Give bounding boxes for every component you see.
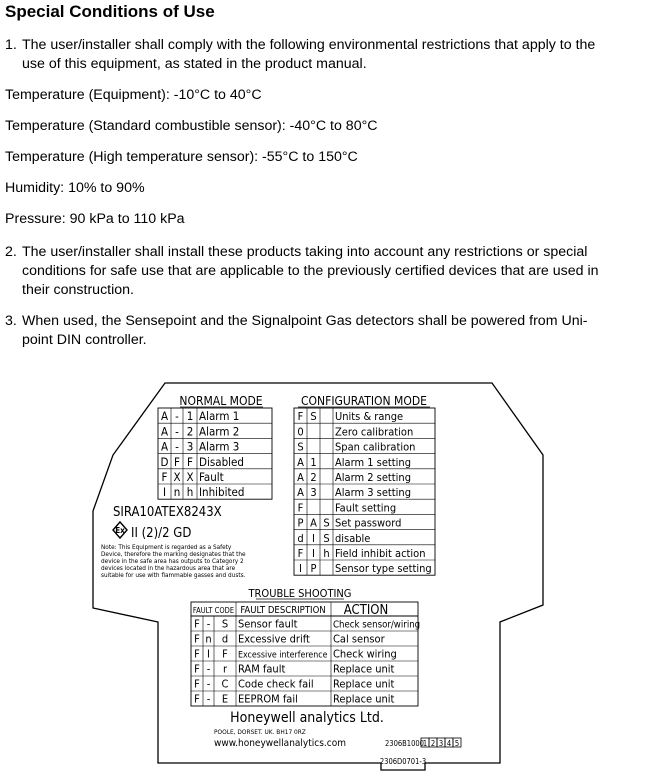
revision-box: 5 [454, 739, 460, 748]
config-mode-code-cell: P [297, 516, 304, 530]
trouble-code-cell: F [194, 662, 200, 676]
normal-mode-description-cell: Inhibited [199, 485, 245, 500]
config-mode-description-cell: Alarm 3 setting [335, 486, 411, 500]
item-text-line: The user/installer shall comply with the following environmental restrictions that apply to the [22, 37, 596, 53]
normal-mode-code-cell: n [173, 485, 181, 500]
note-line: device in the safe area has outputs to Category 2 [101, 557, 244, 565]
trouble-code-cell: F [194, 692, 200, 706]
item-text-line: use of this equipment, as stated in the product manual. [22, 56, 367, 72]
normal-mode-code-cell: I [162, 485, 167, 500]
trouble-code-cell: F [222, 647, 228, 661]
trouble-code-cell: - [206, 677, 211, 691]
trouble-action-cell: Cal sensor [333, 632, 385, 646]
item-text-line: The user/installer shall install these products taking into account any restrictions or special [22, 244, 588, 260]
config-mode-code-cell: 0 [297, 425, 304, 439]
trouble-code-cell: - [206, 692, 211, 706]
trouble-code-cell: E [221, 692, 229, 706]
certificate-number: SIRA10ATEX8243X [113, 505, 222, 520]
normal-mode-description-cell: Alarm 1 [199, 409, 240, 424]
equipment-group: II (2)/2 GD [131, 526, 192, 541]
item-text-line: conditions for safe use that are applicable to the previously certified devices that are used in [22, 263, 599, 279]
config-mode-code-cell: I [299, 562, 302, 576]
config-mode-code-cell: F [297, 501, 304, 515]
normal-mode-table [158, 408, 272, 499]
normal-mode-description-cell: Fault [199, 470, 224, 484]
trouble-action-cell: Check wiring [333, 647, 397, 661]
config-mode-code-cell: I [312, 531, 315, 545]
config-mode-code-cell: h [323, 547, 330, 560]
condition-temperature-equipment: Temperature (Equipment): -10°C to 40°C [5, 87, 262, 103]
normal-mode-code-cell: - [175, 409, 179, 424]
trouble-description-cell: Sensor fault [238, 617, 298, 631]
config-mode-table [294, 408, 435, 575]
normal-mode-code-cell: A [160, 424, 169, 439]
trouble-header-fault-code: FAULT CODE [192, 606, 235, 615]
trouble-code-cell: F [194, 677, 200, 691]
normal-mode-code-cell: - [175, 424, 179, 439]
config-mode-code-cell: 2 [310, 471, 317, 484]
config-mode-code-cell: F [297, 410, 304, 424]
normal-mode-code-cell: 1 [186, 409, 194, 424]
drawing-number: 2306D0701-3 [379, 757, 427, 766]
normal-mode-code-cell: X [186, 470, 194, 484]
trouble-shooting-title: TROUBLE SHOOTING [248, 587, 352, 600]
config-mode-code-cell: P [310, 562, 317, 576]
trouble-header-action: ACTION [343, 603, 389, 618]
config-mode-description-cell: Field inhibit action [335, 547, 426, 560]
trouble-code-cell: n [205, 632, 212, 646]
trouble-description-cell: Code check fail [238, 677, 314, 691]
config-mode-code-cell: S [310, 410, 317, 424]
company-website: www.honeywellanalytics.com [214, 738, 346, 749]
trouble-code-cell: I [207, 647, 210, 661]
condition-temperature-standard: Temperature (Standard combustible sensor): -40°C to 80°C [5, 118, 378, 134]
trouble-shooting-table [191, 602, 420, 706]
trouble-action-cell: Replace unit [333, 677, 395, 691]
config-mode-description-cell: Sensor type setting [335, 562, 432, 576]
normal-mode-code-cell: 2 [186, 424, 194, 439]
item-text-line: point DIN controller. [22, 332, 147, 348]
trouble-code-cell: r [222, 662, 228, 676]
note-line: devices located in the hazardous area that are [101, 564, 236, 572]
config-mode-code-cell: 1 [310, 455, 317, 469]
config-mode-code-cell: d [297, 531, 304, 545]
trouble-code-cell: S [221, 617, 229, 631]
config-mode-description-cell: Fault setting [335, 501, 397, 515]
revision-box: 3 [438, 739, 444, 748]
config-mode-description-cell: Units & range [335, 410, 404, 424]
item-number: 1. [5, 37, 17, 53]
config-mode-description-cell: Set password [335, 516, 402, 530]
config-mode-description-cell: disable [335, 531, 371, 545]
config-mode-description-cell: Zero calibration [335, 425, 414, 439]
note-line: Device, therefore the marking designates that the [101, 550, 246, 558]
company-address: POOLE, DORSET. UK. BH17 0RZ [214, 728, 306, 736]
config-mode-code-cell: S [323, 531, 330, 545]
part-number: 2306B1000 [385, 739, 424, 748]
config-mode-code-cell: F [297, 547, 304, 560]
config-mode-title: CONFIGURATION MODE [301, 394, 427, 408]
trouble-code-cell: C [221, 677, 229, 691]
revision-box: 2 [430, 739, 436, 748]
revision-boxes [421, 738, 461, 748]
revision-box: 4 [446, 739, 452, 748]
normal-mode-code-cell: F [174, 454, 180, 469]
condition-pressure: Pressure: 90 kPa to 110 kPa [5, 211, 185, 227]
config-mode-description-cell: Alarm 1 setting [335, 455, 411, 469]
config-mode-code-cell: A [297, 471, 304, 484]
condition-humidity: Humidity: 10% to 90% [5, 180, 145, 196]
config-mode-code-cell: S [323, 516, 330, 530]
page-heading: Special Conditions of Use [5, 2, 215, 21]
config-mode-code-cell: A [297, 486, 304, 500]
item-text-line: When used, the Sensepoint and the Signalpoint Gas detectors shall be powered from Uni- [22, 313, 588, 329]
condition-temperature-high: Temperature (High temperature sensor): -55°C to 150°C [5, 149, 358, 165]
config-mode-code-cell: A [297, 455, 304, 469]
trouble-code-cell: F [194, 617, 200, 631]
note-line: Note: This Equipment is regarded as a Safety [101, 543, 232, 551]
normal-mode-code-cell: - [175, 439, 179, 454]
revision-box: 1 [422, 739, 428, 748]
ex-mark-icon [113, 522, 127, 538]
normal-mode-code-cell: X [173, 470, 181, 484]
note-line: suitable for use with flammable gasses and dusts. [101, 571, 246, 579]
trouble-code-cell: F [194, 647, 200, 661]
trouble-code-cell: F [194, 632, 200, 646]
config-mode-description-cell: Alarm 2 setting [335, 471, 411, 484]
config-mode-code-cell: I [312, 547, 315, 560]
config-mode-code-cell: 3 [310, 486, 317, 500]
trouble-description-cell: RAM fault [238, 662, 286, 676]
config-mode-code-cell: A [310, 516, 317, 530]
company-name: Honeywell analytics Ltd. [230, 710, 384, 726]
normal-mode-description-cell: Alarm 3 [199, 439, 240, 454]
trouble-code-cell: d [221, 632, 229, 646]
trouble-action-cell: Replace unit [333, 692, 395, 706]
normal-mode-code-cell: F [187, 454, 193, 469]
trouble-description-cell: Excessive drift [238, 632, 310, 646]
config-mode-description-cell: Span calibration [335, 440, 416, 454]
trouble-action-cell: Check sensor/wiring [333, 619, 421, 631]
normal-mode-code-cell: F [161, 470, 168, 484]
trouble-action-cell: Replace unit [333, 662, 395, 676]
item-number: 2. [5, 244, 17, 260]
trouble-header-description: FAULT DESCRIPTION [240, 605, 326, 616]
trouble-description-cell: EEPROM fail [238, 692, 298, 706]
item-number: 3. [5, 313, 17, 329]
normal-mode-code-cell: h [186, 485, 194, 500]
trouble-description-cell: Excessive interference [238, 650, 328, 661]
trouble-code-cell: - [206, 617, 211, 631]
normal-mode-description-cell: Disabled [199, 454, 244, 469]
trouble-code-cell: - [206, 662, 211, 676]
config-mode-code-cell: S [297, 440, 304, 454]
ex-symbol-text: Ex [115, 526, 125, 535]
normal-mode-title: NORMAL MODE [179, 394, 263, 408]
normal-mode-code-cell: D [160, 454, 169, 469]
item-text-line: their construction. [22, 282, 134, 298]
normal-mode-description-cell: Alarm 2 [199, 424, 240, 439]
normal-mode-code-cell: A [160, 409, 169, 424]
normal-mode-code-cell: 3 [186, 439, 194, 454]
normal-mode-code-cell: A [160, 439, 169, 454]
